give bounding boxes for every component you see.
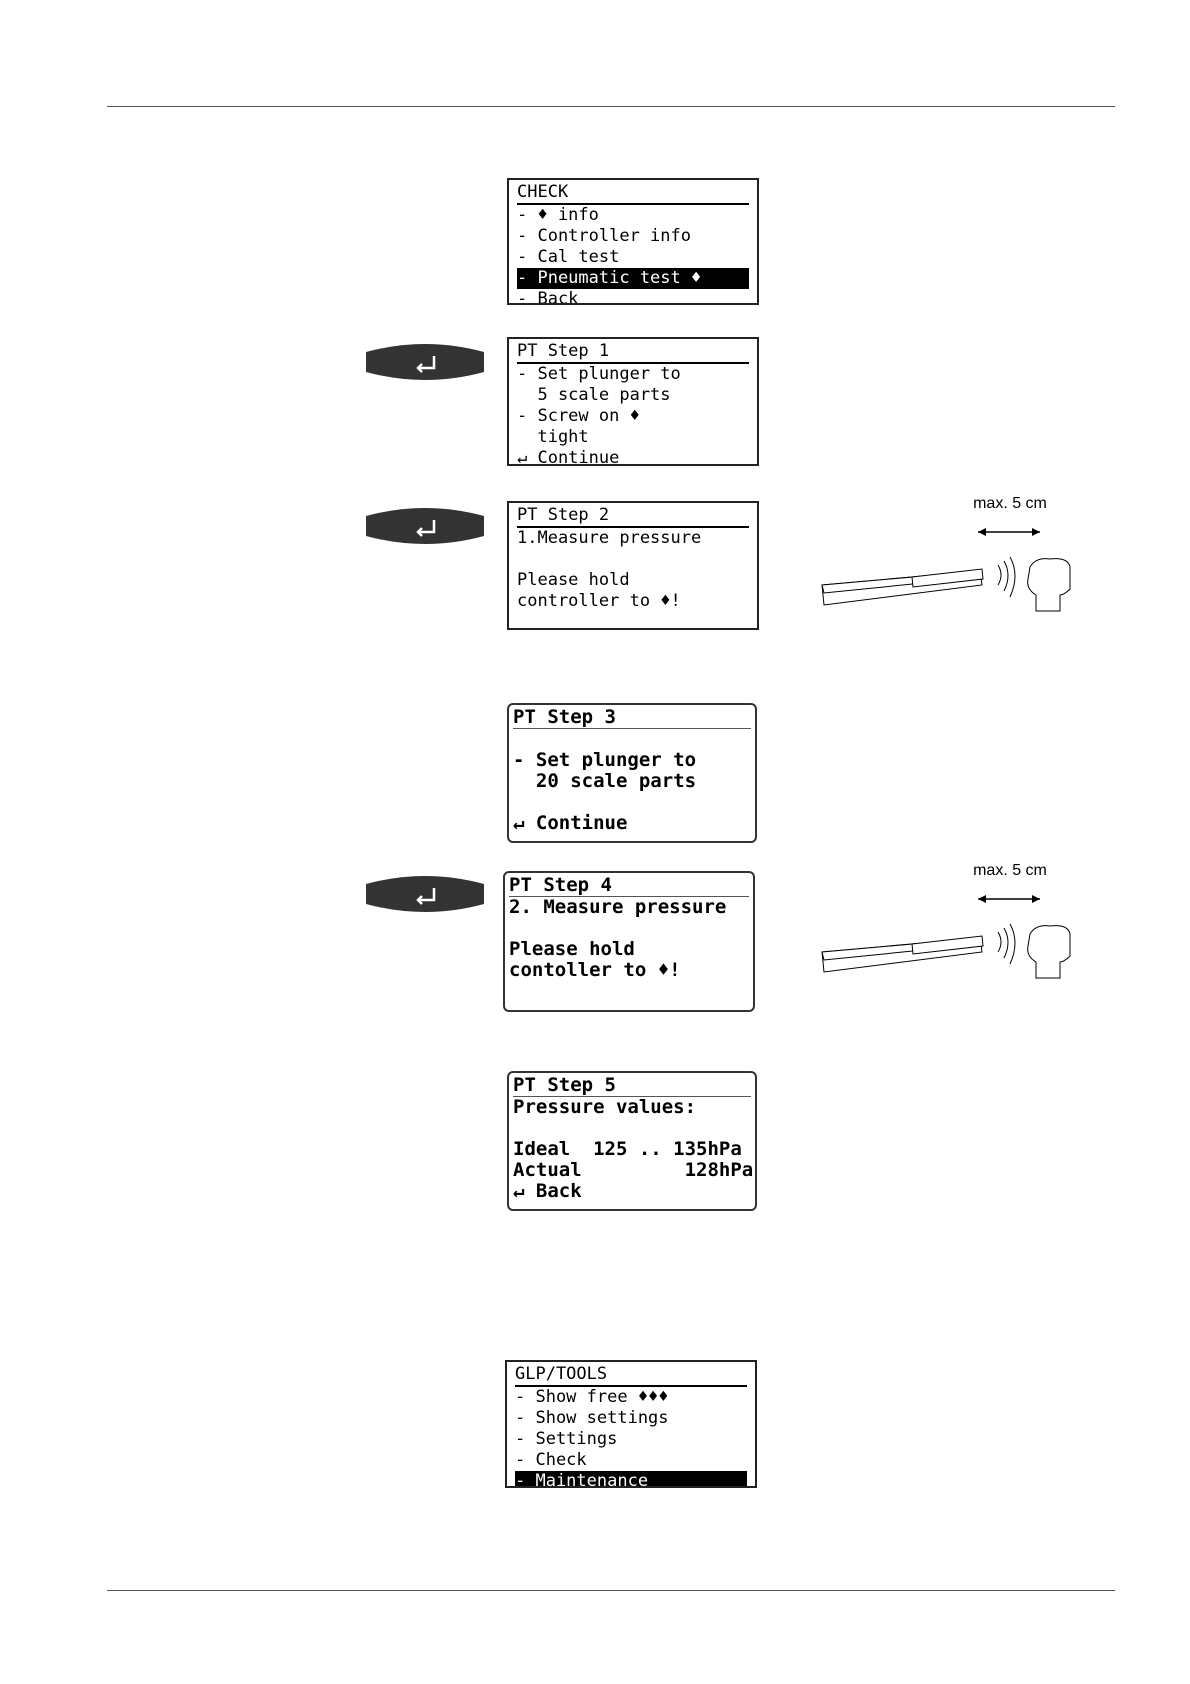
pt-step-5-title: PT Step 5 (513, 1075, 751, 1097)
pt-step-3-line: 20 scale parts (513, 770, 697, 792)
pt-step-3-title: PT Step 3 (513, 707, 751, 729)
check-menu-title: CHECK (517, 182, 749, 205)
distance-hint-1 (820, 495, 1047, 615)
distance-arrow-icon (978, 895, 1040, 903)
controller-device-icon (822, 936, 983, 972)
check-menu-item-controller-info[interactable]: - Controller info (517, 226, 691, 246)
pt-step-3-line (513, 729, 751, 750)
header-rule (107, 106, 1115, 107)
pt-step-1-line: - Screw on ♦ (517, 406, 640, 426)
pt-step-3-line (513, 792, 751, 813)
pt-step-1-title: PT Step 1 (517, 341, 749, 364)
controller-device-icon (822, 569, 983, 605)
pt-step-1-screen (507, 337, 759, 466)
pt-step-2-screen (507, 501, 759, 630)
pt-step-2-line (517, 549, 749, 570)
enter-key-button-1[interactable] (362, 338, 488, 386)
distance-label: max. 5 cm (973, 862, 1047, 879)
pt-step-5-back[interactable]: ↵ Back (513, 1180, 582, 1202)
pt-step-4-line: contoller to ♦! (509, 959, 681, 981)
pt-step-4-line: 2. Measure pressure (509, 896, 727, 918)
fist-icon (1028, 559, 1070, 611)
check-menu-screen (507, 178, 759, 305)
pt-step-4-title: PT Step 4 (509, 875, 749, 897)
check-menu-item-pneumatic-test[interactable]: - Pneumatic test ♦ (517, 268, 749, 289)
pt-step-4-line (509, 918, 749, 939)
check-menu-item-info[interactable]: - ♦ info (517, 205, 599, 225)
pt-step-2-title: PT Step 2 (517, 505, 749, 528)
pt-step-3-screen (507, 703, 757, 843)
distance-arrow-icon (978, 528, 1040, 536)
glp-tools-item-show-free[interactable]: - Show free ♦♦♦ (515, 1387, 669, 1407)
glp-tools-item-show-settings[interactable]: - Show settings (515, 1408, 669, 1428)
pt-step-2-line: Please hold (517, 570, 630, 590)
pt-step-3-line: - Set plunger to (513, 749, 697, 771)
glp-tools-item-maintenance[interactable]: - Maintenance (515, 1471, 747, 1488)
signal-waves-icon (998, 557, 1015, 597)
pt-step-1-line: 5 scale parts (517, 385, 671, 405)
pt-step-1-continue[interactable]: ↵ Continue (517, 448, 620, 466)
enter-key-button-2[interactable] (362, 502, 488, 550)
pt-step-5-actual-value: Actual 128hPa (513, 1159, 754, 1181)
check-menu-item-cal-test[interactable]: - Cal test (517, 247, 620, 267)
pt-step-5-ideal-value: Ideal 125 .. 135hPa (513, 1138, 742, 1160)
check-menu-item-back[interactable]: - Back (517, 289, 579, 305)
enter-key-button-3[interactable] (362, 870, 488, 918)
distance-hint-2 (820, 862, 1047, 982)
glp-tools-title: GLP/TOOLS (515, 1364, 747, 1387)
signal-waves-icon (998, 924, 1015, 964)
pt-step-5-line: Pressure values: (513, 1096, 697, 1118)
pt-step-5-line (513, 1118, 751, 1139)
pt-step-4-line: Please hold (509, 938, 635, 960)
pt-step-2-line: controller to ♦! (517, 591, 681, 611)
glp-tools-item-settings[interactable]: - Settings (515, 1429, 618, 1449)
fist-icon (1028, 926, 1070, 978)
distance-label: max. 5 cm (973, 495, 1047, 512)
pt-step-5-screen (507, 1071, 757, 1211)
glp-tools-item-check[interactable]: - Check (515, 1450, 587, 1470)
pt-step-3-continue[interactable]: ↵ Continue (513, 812, 628, 834)
pt-step-1-line: tight (517, 427, 589, 447)
footer-rule (107, 1590, 1115, 1591)
pt-step-1-line: - Set plunger to (517, 364, 681, 384)
pt-step-2-line: 1.Measure pressure (517, 528, 702, 548)
glp-tools-menu-screen (505, 1360, 757, 1488)
pt-step-4-screen (503, 871, 755, 1012)
